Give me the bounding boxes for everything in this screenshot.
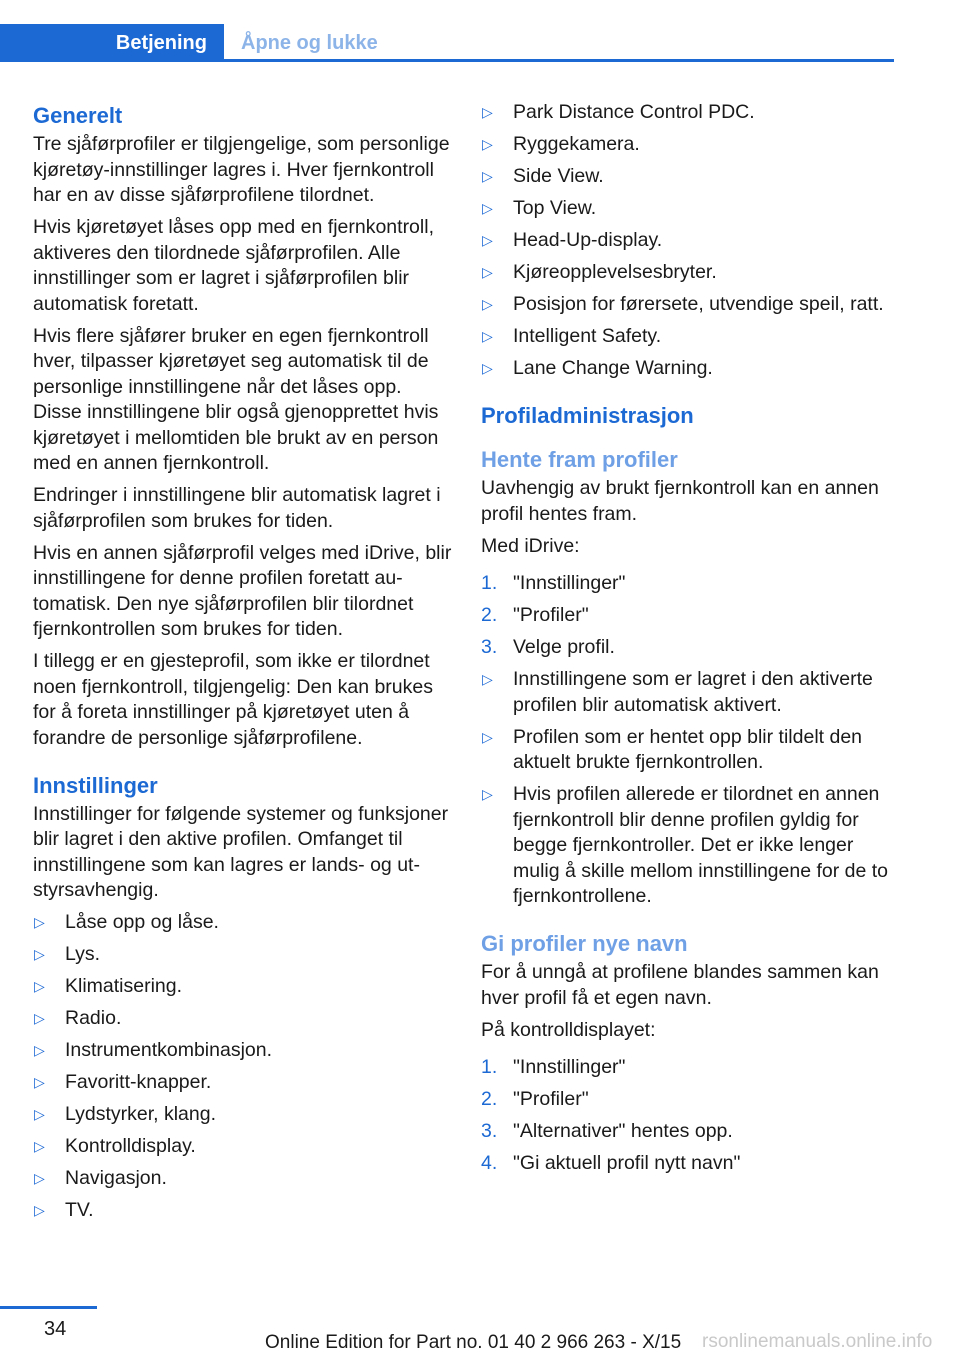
watermark: rsonlinemanuals.online.info bbox=[702, 1331, 933, 1352]
list-item bbox=[481, 725, 901, 776]
list-item-text: Låse opp og låse. bbox=[65, 911, 219, 933]
bullet-triangle-icon: ▷ bbox=[482, 232, 493, 248]
list-item bbox=[33, 1166, 453, 1192]
step-item bbox=[481, 635, 901, 661]
list-item-text: Favoritt-knapper. bbox=[65, 1071, 212, 1093]
edition-note: Online Edition for Part no. 01 40 2 966 263 - X/15 bbox=[265, 1332, 682, 1353]
subheading-gi-profiler-nye-navn: Gi profiler nye navn bbox=[481, 931, 688, 956]
steps-list bbox=[481, 571, 901, 661]
paragraph: Endringer i innstillingene blir automatisk lagret i sjåførprofilen som brukes for tiden. bbox=[33, 484, 441, 532]
list-item bbox=[33, 1006, 453, 1032]
list-item bbox=[481, 196, 901, 222]
heading-profiladministrasjon: Profiladministrasjon bbox=[481, 403, 694, 428]
notes-list bbox=[481, 667, 901, 910]
step-item bbox=[481, 571, 901, 597]
paragraph: Med iDrive: bbox=[481, 534, 580, 557]
section-tab-apne-og-lukke[interactable]: Åpne og lukke bbox=[241, 32, 378, 54]
subheading-hente-fram-profiler: Hente fram profiler bbox=[481, 447, 678, 472]
list-item-text: Posisjon for førersete, utvendige speil, ratt. bbox=[513, 293, 884, 315]
step-number: 1. bbox=[481, 572, 498, 594]
list-item-text: Side View. bbox=[513, 165, 604, 187]
list-item-text: Lydstyrker, klang. bbox=[65, 1103, 217, 1125]
bullet-triangle-icon: ▷ bbox=[34, 914, 45, 930]
list-item-text: TV. bbox=[65, 1199, 94, 1221]
list-item-text: Lane Change Warning. bbox=[513, 357, 713, 379]
bullet-triangle-icon: ▷ bbox=[482, 264, 493, 280]
bullet-triangle-icon: ▷ bbox=[34, 1202, 45, 1218]
footer-rule bbox=[0, 1306, 97, 1309]
heading-generelt: Generelt bbox=[33, 103, 123, 128]
bullet-triangle-icon: ▷ bbox=[482, 728, 493, 745]
list-item-text: Park Distance Control PDC. bbox=[513, 101, 755, 123]
list-item-text: Intelligent Safety. bbox=[513, 325, 662, 347]
paragraph: Innstillinger for følgende systemer og funksjoner blir lagret i den aktive profilen. Omfanget til innstillingene som kan lagres er lands- og utstyrsavhengig. bbox=[33, 802, 449, 901]
list-item bbox=[33, 910, 453, 936]
bullet-triangle-icon: ▷ bbox=[34, 1042, 45, 1058]
list-item-text: Hvis profilen allerede er tilordnet en annen fjernkontroll blir denne profilen gyldig for begge fjernkontroller. Det er ikke lenger mulig å skille mellom innstillingene for de to fjernkontrollene. bbox=[513, 783, 889, 907]
step-number: 3. bbox=[481, 636, 498, 658]
paragraph: På kontrolldisplayet: bbox=[481, 1018, 656, 1041]
steps-list bbox=[481, 1055, 901, 1177]
step-item bbox=[481, 1119, 901, 1145]
paragraph: Hvis flere sjåfører bruker en egen fjernkontroll hver, tilpasser kjøretøyet seg automatisk til de personlige innstillingene når det låses opp. Disse innstillingene blir også gjenopprettet hvis kjøretøyet i mellomtiden ble brukt av en person med en annen fjernkontroll. bbox=[33, 324, 439, 474]
page-number: 34 bbox=[44, 1318, 67, 1340]
bullet-triangle-icon: ▷ bbox=[482, 296, 493, 312]
bullet-triangle-icon: ▷ bbox=[34, 978, 45, 994]
list-item-text: Radio. bbox=[65, 1007, 122, 1029]
heading-innstillinger: Innstillinger bbox=[33, 772, 158, 798]
bullet-triangle-icon: ▷ bbox=[34, 1010, 45, 1026]
paragraph: Hvis kjøretøyet låses opp med en fjernkontroll, aktiveres den tilordnede sjåførprofilen. Alle innstillinger som er lagret i sjåførprofilen blir automatisk foretatt. bbox=[33, 216, 434, 315]
bullet-triangle-icon: ▷ bbox=[34, 946, 45, 962]
bullet-triangle-icon: ▷ bbox=[482, 200, 493, 216]
header-rule bbox=[0, 59, 894, 62]
list-item bbox=[481, 100, 901, 126]
list-item bbox=[33, 1198, 453, 1224]
list-item bbox=[481, 356, 901, 382]
step-text: "Profiler" bbox=[513, 1088, 589, 1110]
list-item bbox=[481, 132, 901, 158]
list-item bbox=[481, 324, 901, 350]
list-item-text: Klimatisering. bbox=[65, 975, 183, 997]
step-text: Velge profil. bbox=[513, 636, 615, 658]
page-header bbox=[0, 24, 894, 62]
bullet-triangle-icon: ▷ bbox=[34, 1138, 45, 1154]
bullet-triangle-icon: ▷ bbox=[34, 1170, 45, 1186]
paragraph: Uavhengig av brukt fjernkontroll kan en annen profil hentes fram. bbox=[481, 477, 879, 525]
step-item bbox=[481, 1055, 901, 1081]
list-item bbox=[481, 782, 901, 910]
list-item-text: Lys. bbox=[65, 943, 101, 965]
bullet-triangle-icon: ▷ bbox=[482, 168, 493, 184]
bullet-triangle-icon: ▷ bbox=[482, 786, 493, 802]
list-item bbox=[481, 667, 901, 718]
list-item bbox=[33, 1102, 453, 1128]
bullet-triangle-icon: ▷ bbox=[482, 360, 493, 376]
step-text: "Alternativer" hentes opp. bbox=[513, 1120, 733, 1142]
paragraph: Hvis en annen sjåførprofil velges med iDrive, blir innstillingene for denne profilen foretatt automatisk. Den nye sjåførprofilen blir tilordnet fjernkontrollen som brukes for tiden. bbox=[33, 541, 452, 640]
bullet-triangle-icon: ▷ bbox=[482, 104, 493, 120]
list-item bbox=[33, 1134, 453, 1160]
paragraph: Tre sjåførprofiler er tilgjengelige, som personlige kjøretøy-innstillinger lagres i. Hver fjernkontroll har en av disse sjåførprofilene tilordnet. bbox=[33, 133, 450, 206]
section-tab-betjening[interactable] bbox=[0, 24, 224, 62]
list-item-text: Instrumentkombinasjon. bbox=[65, 1039, 273, 1061]
bullet-triangle-icon: ▷ bbox=[34, 1074, 45, 1090]
settings-list bbox=[33, 910, 453, 1224]
list-item-text: Kontrolldisplay. bbox=[65, 1135, 196, 1157]
step-number: 3. bbox=[481, 1120, 498, 1142]
right-column bbox=[481, 100, 901, 1183]
step-number: 1. bbox=[481, 1056, 498, 1078]
list-item bbox=[33, 974, 453, 1000]
step-text: "Gi aktuell profil nytt navn" bbox=[513, 1152, 741, 1174]
step-item bbox=[481, 1087, 901, 1113]
list-item bbox=[33, 1070, 453, 1096]
step-text: "Innstillinger" bbox=[513, 1056, 626, 1078]
list-item-text: Ryggekamera. bbox=[513, 133, 640, 155]
step-item bbox=[481, 1151, 901, 1177]
list-item-text: Navigasjon. bbox=[65, 1167, 167, 1189]
step-item bbox=[481, 603, 901, 629]
bullet-triangle-icon: ▷ bbox=[482, 328, 493, 344]
section-tab-label: Betjening bbox=[115, 31, 207, 54]
step-number: 4. bbox=[481, 1152, 498, 1174]
paragraph: I tillegg er en gjesteprofil, som ikke er tilordnet noen fjernkontroll, tilgjengelig: Den kan brukes for å foreta innstillinger på kjøretøyet uten å forandre de personlige sjåførprofilene. bbox=[33, 650, 433, 749]
list-item bbox=[481, 228, 901, 254]
step-text: "Profiler" bbox=[513, 604, 589, 626]
list-item bbox=[33, 1038, 453, 1064]
list-item bbox=[481, 260, 901, 286]
bullet-triangle-icon: ▷ bbox=[482, 136, 493, 152]
list-item bbox=[33, 942, 453, 968]
step-number: 2. bbox=[481, 1088, 498, 1110]
paragraph: For å unngå at profilene blandes sammen kan hver profil få et egen navn. bbox=[481, 961, 879, 1009]
left-column bbox=[33, 100, 453, 1230]
bullet-triangle-icon: ▷ bbox=[34, 1106, 45, 1122]
list-item bbox=[481, 164, 901, 190]
step-text: "Innstillinger" bbox=[513, 572, 626, 594]
list-item-text: Head-Up-display. bbox=[513, 229, 663, 251]
list-item-text: Kjøreopplevelsesbryter. bbox=[513, 261, 717, 283]
list-item-text: Profilen som er hentet opp blir tildelt den aktuelt brukte fjernkontrollen. bbox=[513, 725, 863, 773]
bullet-triangle-icon: ▷ bbox=[482, 671, 493, 687]
list-item-text: Top View. bbox=[513, 197, 597, 219]
settings-list-continued bbox=[481, 100, 901, 382]
step-number: 2. bbox=[481, 604, 498, 626]
list-item bbox=[481, 292, 901, 318]
list-item-text: Innstillingene som er lagret i den aktiverte profilen blir automatisk aktivert. bbox=[513, 668, 873, 716]
